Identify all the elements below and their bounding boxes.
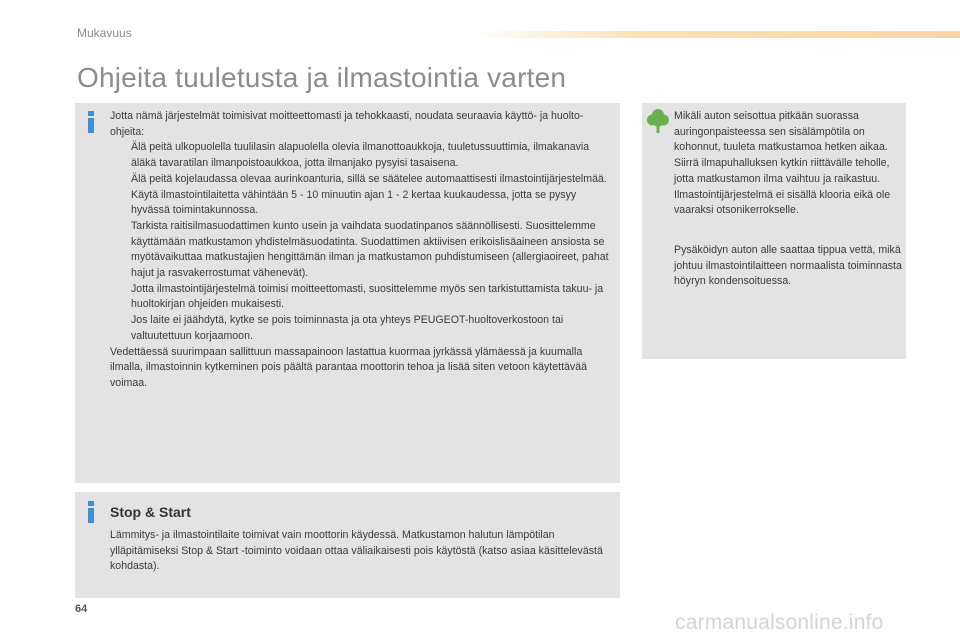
tip-paragraph: Pysäköidyn auton alle saattaa tippua vettä, mikä johtuu ilmastointilaitteen normaalista toiminnasta höyryn kondensoituessa. bbox=[674, 243, 902, 288]
page-number: 64 bbox=[75, 603, 88, 615]
watermark: carmanualsonline.info bbox=[675, 611, 884, 634]
eco-tree-icon bbox=[646, 108, 670, 134]
section-label: Mukavuus bbox=[77, 26, 132, 40]
main-intro: Jotta nämä järjestelmät toimisivat moitteettomasti ja tehokkaasti, noudata seuraavia käyttö- ja huolto-ohjeita: bbox=[110, 110, 584, 138]
list-item: Käytä ilmastointilaitetta vähintään 5 - 10 minuutin ajan 1 - 2 kertaa kuukaudessa, jotta se pysyy hyvässä toimintakunnossa. bbox=[131, 188, 577, 217]
list-item: Älä peitä kojelaudassa olevaa aurinkoanturia, sillä se säätelee automaattisesti ilmastointijärjestelmää. bbox=[131, 172, 607, 185]
tip-box-text bbox=[674, 109, 902, 290]
stop-start-title: Stop & Start bbox=[110, 504, 191, 520]
info-icon bbox=[88, 501, 94, 523]
list-item: Älä peitä ulkopuolella tuulilasin alapuolella olevia ilmanottoaukkoja, tuuletussuuttimia, ilmakanavia äläkä tavaratilan ilmanpoistoaukkoa, jotta ilmanjako pysyisi tasaisena. bbox=[131, 141, 590, 170]
header-accent-bar bbox=[470, 31, 960, 38]
tip-paragraph: Siirrä ilmapuhalluksen kytkin riittävälle teholle, jotta matkustamon ilma vaihtuu ja raikastuu. bbox=[674, 157, 890, 185]
info-icon bbox=[88, 111, 94, 133]
stop-start-text: Lämmitys- ja ilmastointilaite toimivat vain moottorin käydessä. Matkustamon halutun lämpötilan ylläpitämiseksi Stop & Start -toiminto voidaan ottaa väliaikaisesti pois käytöstä (katso asiaa käsittelevästä kohdasta). bbox=[110, 529, 603, 573]
list-item: Jotta ilmastointijärjestelmä toimisi moitteettomasti, suosittelemme myös sen tarkistuttamista takuu- ja huoltokirjan ohjeiden mukaisesti. bbox=[131, 282, 604, 311]
tip-paragraph: Ilmastointijärjestelmä ei sisällä klooria eikä ole vaaraksi otsonikerrokselle. bbox=[674, 188, 891, 217]
list-item: Jos laite ei jäähdytä, kytke se pois toiminnasta ja ota yhteys PEUGEOT-huoltoverkostoon tai valtuutettuun korjaamoon. bbox=[131, 314, 564, 342]
maintenance-list bbox=[110, 140, 614, 344]
tip-paragraph: Mikäli auton seisottua pitkään suorassa auringonpaisteessa sen sisälämpötila on kohonnut, tuuleta matkustamoa hetken aikaa. bbox=[674, 110, 888, 154]
page-title: Ohjeita tuuletusta ja ilmastointia varten bbox=[77, 62, 567, 93]
main-box-text bbox=[110, 109, 614, 392]
list-item: Tarkista raitisilmasuodattimen kunto usein ja vaihdata suodatinpanos säännöllisesti. Suosittelemme käyttämään matkustamon yhdistelmäsuodatinta. Suodattimen aktiivisen erikoislisäaineen ansiosta se myötävaikuttaa matkustajien hengittämän ilman ja matkustamon puhdistumiseen (allergiaoireet, pahat hajut ja rasvakerrostumat vähenevät). bbox=[131, 219, 609, 280]
main-closing: Vedettäessä suurimpaan sallittuun massapainoon lastattua kuormaa jyrkässä ylämäessä ja kuumalla ilmalla, ilmastoinnin kytkeminen pois päältä parantaa moottorin tehoa ja lisää siten vetoon käytettävää voimaa. bbox=[110, 345, 587, 389]
